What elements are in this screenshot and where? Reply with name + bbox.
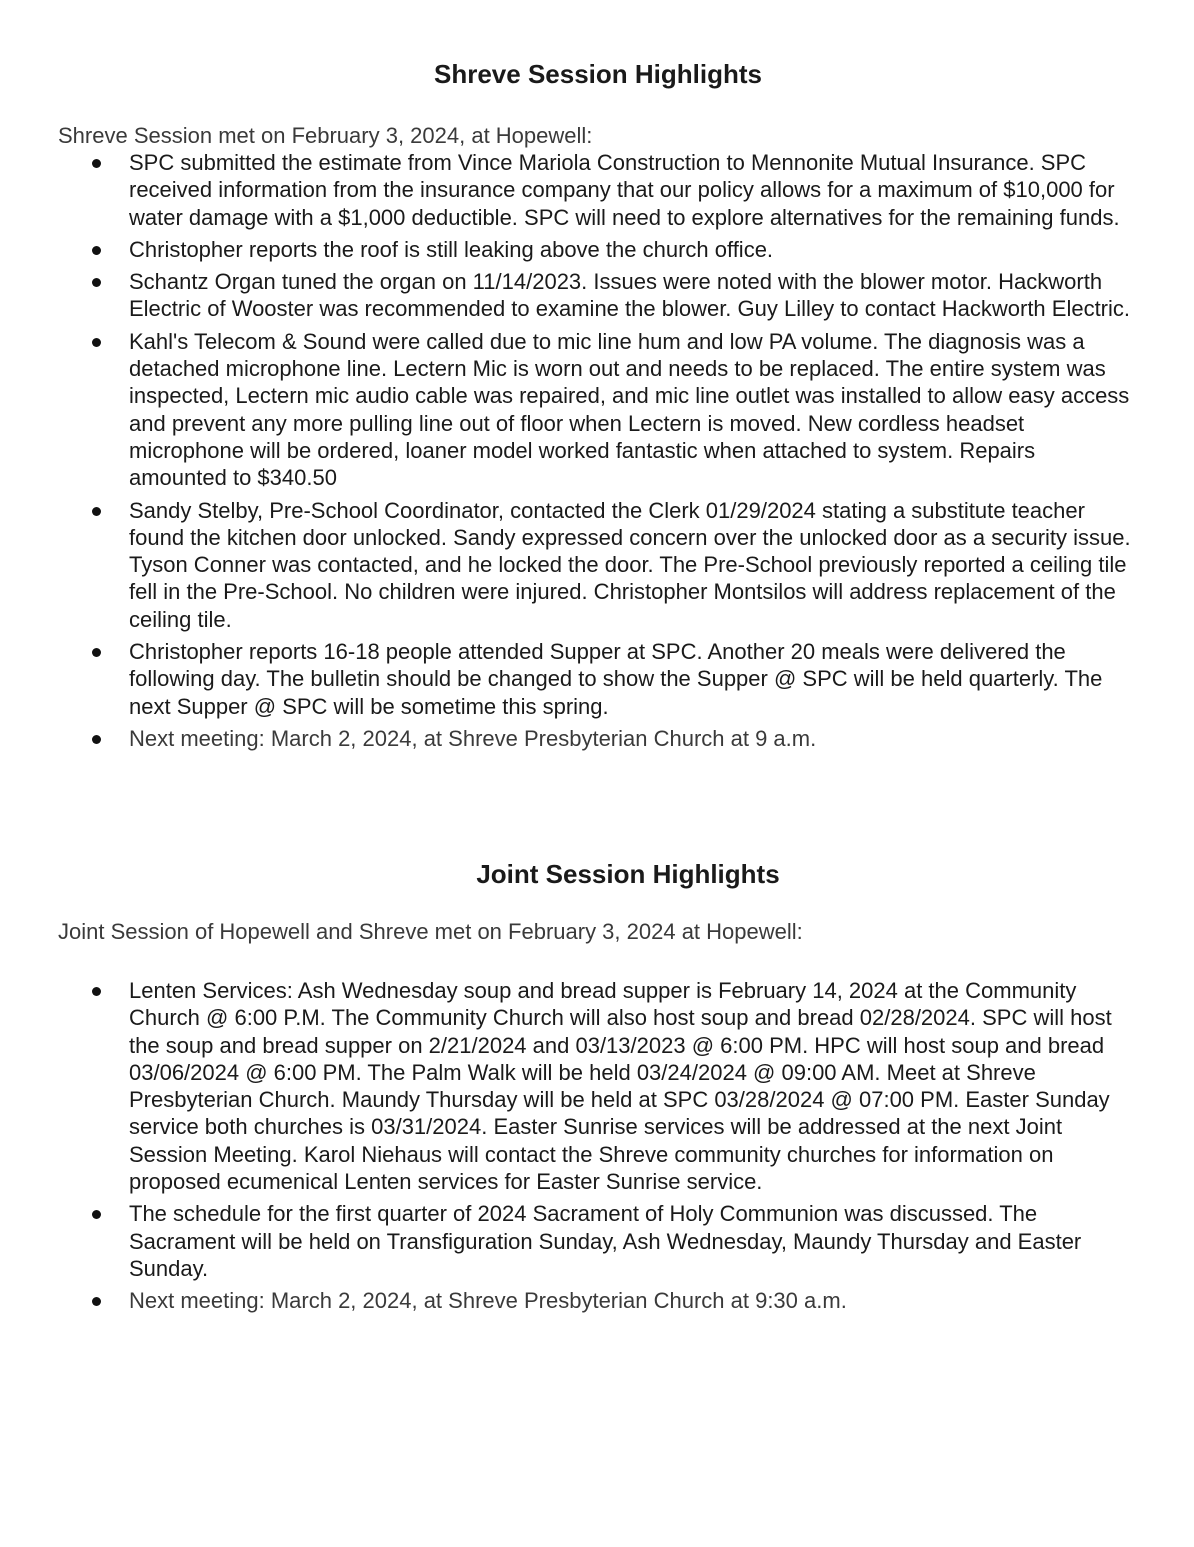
list-item-text: Sandy Stelby, Pre-School Coordinator, contacted the Clerk 01/29/2024 stating a substitute teacher found the kitchen door unlocked. Sandy expressed concern over the unlocked door as a security issue. Tyson Conner was contacted, and he locked the door. The Pre-School previously reported a ceiling tile fell in the Pre-School. No children were injured. Christopher Montsilos will address replacement of the ceiling tile. bbox=[129, 497, 1131, 632]
list-item-text: The schedule for the first quarter of 2024 Sacrament of Holy Communion was discussed. The Sacrament will be held on Transfiguration Sunday, Ash Wednesday, Maundy Thursday and Easter Sunday. bbox=[129, 1201, 1082, 1281]
bullet-icon bbox=[92, 278, 101, 287]
list-item-text: Schantz Organ tuned the organ on 11/14/2023. Issues were noted with the blower motor. Hackworth Electric of Wooster was recommended to examine the blower. Guy Lilley to contact Hackworth Electric. bbox=[129, 269, 1131, 322]
list-item bbox=[58, 638, 1138, 720]
bullet-icon bbox=[92, 1297, 101, 1306]
list-item-text: Next meeting: March 2, 2024, at Shreve Presbyterian Church at 9 a.m. bbox=[129, 725, 817, 751]
shreve-session-list bbox=[58, 149, 1138, 752]
bullet-icon bbox=[92, 1210, 101, 1219]
list-item-text: Christopher reports the roof is still leaking above the church office. bbox=[129, 236, 774, 262]
list-item bbox=[58, 149, 1138, 231]
list-item-text: SPC submitted the estimate from Vince Mariola Construction to Mennonite Mutual Insurance. SPC received information from the insurance company that our policy allows for a maximum of $10,000 for water damage with a $1,000 deductible. SPC will need to explore alternatives for the remaining funds. bbox=[129, 150, 1120, 230]
bullet-icon bbox=[92, 159, 101, 168]
bullet-icon bbox=[92, 987, 101, 996]
list-item-text: Next meeting: March 2, 2024, at Shreve Presbyterian Church at 9:30 a.m. bbox=[129, 1288, 847, 1314]
bullet-icon bbox=[92, 507, 101, 516]
bullet-icon bbox=[92, 735, 101, 744]
joint-session-intro: Joint Session of Hopewell and Shreve met on February 3, 2024 at Hopewell: bbox=[58, 919, 803, 944]
list-item bbox=[58, 236, 1138, 263]
bullet-icon bbox=[92, 648, 101, 657]
list-item-text: Christopher reports 16-18 people attended Supper at SPC. Another 20 meals were delivered the following day. The bulletin should be changed to show the Supper @ SPC will be held quarterly. The next Supper @ SPC will be sometime this spring. bbox=[129, 639, 1103, 719]
joint-session-list bbox=[58, 977, 1138, 1315]
joint-session-section bbox=[58, 856, 1138, 1320]
list-item bbox=[58, 725, 1138, 752]
list-item bbox=[58, 497, 1138, 633]
list-item bbox=[58, 1287, 1138, 1314]
joint-session-title: Joint Session Highlights bbox=[476, 859, 780, 889]
list-item bbox=[58, 1200, 1138, 1282]
list-item bbox=[58, 977, 1138, 1195]
list-item-text: Kahl's Telecom & Sound were called due to mic line hum and low PA volume. The diagnosis was a detached microphone line. Lectern Mic is worn out and needs to be replaced. The entire system was inspected, Lectern mic audio cable was repaired, and mic line outlet was installed to allow easy access and prevent any more pulling line out of floor when Lectern is moved. New cordless headset microphone will be ordered, loaner model worked fantastic when attached to system. Repairs amounted to $340.50 bbox=[129, 328, 1130, 491]
list-item bbox=[58, 268, 1138, 323]
shreve-session-section bbox=[58, 56, 1138, 757]
list-item-text: Lenten Services: Ash Wednesday soup and bread supper is February 14, 2024 at the Community Church @ 6:00 P.M. The Community Church will also host soup and bread 02/28/2024. SPC will host the soup and bread supper on 2/21/2024 and 03/13/2023 @ 6:00 PM. HPC will host soup and bread 03/06/2024 @ 6:00 PM. The Palm Walk will be held 03/24/2024 @ 09:00 AM. Meet at Shreve Presbyterian Church. Maundy Thursday will be held at SPC 03/28/2024 @ 07:00 PM. Easter Sunday service both churches is 03/31/2024. Easter Sunrise services will be addressed at the next Joint Session Meeting. Karol Niehaus will contact the Shreve community churches for information on proposed ecumenical Lenten services for Easter Sunrise service. bbox=[129, 978, 1112, 1195]
bullet-icon bbox=[92, 246, 101, 255]
shreve-session-intro: Shreve Session met on February 3, 2024, at Hopewell: bbox=[58, 123, 593, 148]
list-item bbox=[58, 328, 1138, 492]
shreve-session-title: Shreve Session Highlights bbox=[434, 59, 762, 89]
bullet-icon bbox=[92, 338, 101, 347]
